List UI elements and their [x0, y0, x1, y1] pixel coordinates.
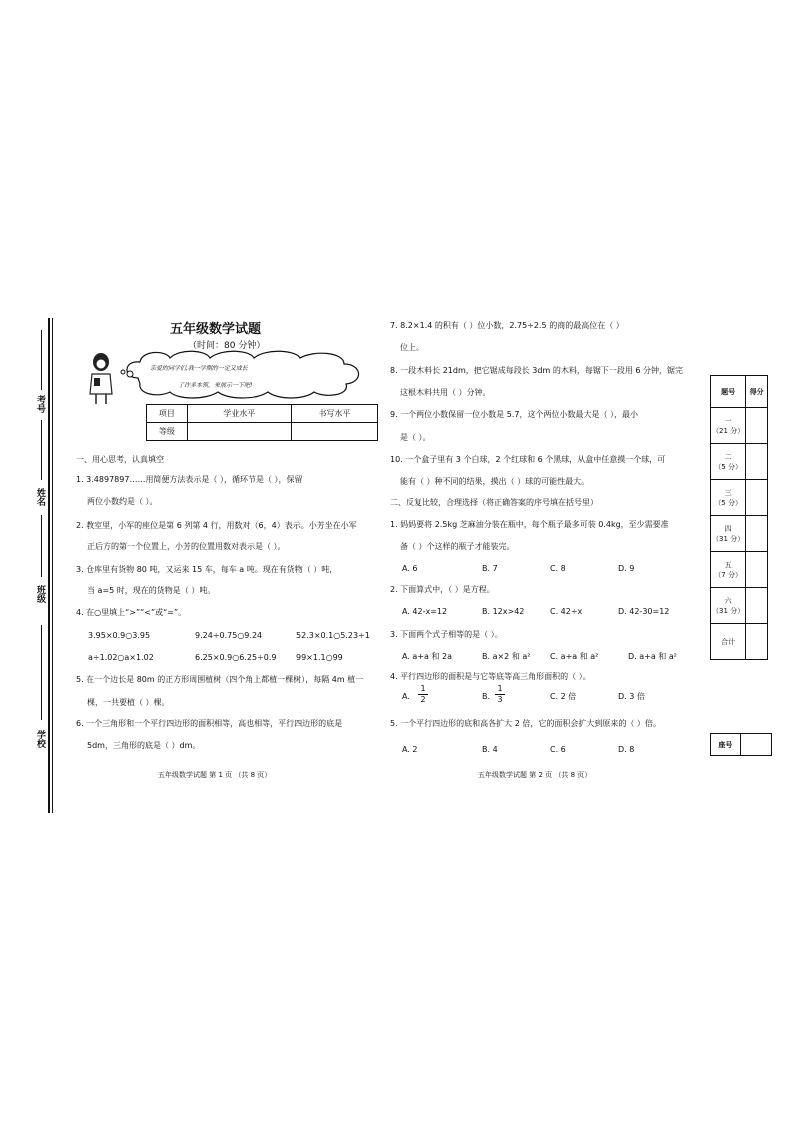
question-4-item: 6.25×0.9○6.25÷0.9	[195, 653, 277, 662]
page-1-footer: 五年级数学试题 第 1 页 （共 8 页）	[158, 771, 272, 779]
score-row-num: 四	[724, 524, 732, 533]
eval-academic-cell[interactable]	[187, 423, 291, 441]
choice-5: 5. 一个平行四边形的底和高各扩大 2 倍，它的面积会扩大到原来的（ ）倍。	[390, 719, 661, 728]
choice-1-option: B. 7	[482, 564, 498, 573]
seat-input[interactable]	[740, 734, 771, 756]
question-3-line-1: 3. 仓库里有货物 80 吨，又运来 15 车，每车 a 吨。现在有货物（ ）吨，	[76, 565, 338, 574]
question-8-line-2: 这根木料共用（ ）分钟。	[400, 388, 491, 397]
seat-table	[710, 733, 772, 756]
exam-number-label: 考号	[35, 395, 45, 413]
choice-1-line-1: 1. 妈妈要将 2.5kg 芝麻油分装在瓶中，每个瓶子最多可装 0.4kg，至少需要准	[390, 520, 669, 529]
score-cell-3[interactable]	[746, 480, 768, 516]
question-5-line-2: 棵，一共要植（ ）棵。	[87, 698, 170, 707]
score-cell-1[interactable]	[746, 408, 768, 444]
score-cell-6[interactable]	[746, 588, 768, 624]
score-row-points: （7 分）	[714, 570, 742, 579]
choice-5-option: B. 4	[482, 745, 498, 754]
choice-3-option: C. a+a 和 a²	[550, 652, 599, 661]
eval-header-academic: 学业水平	[187, 405, 291, 423]
score-total-label: 合计	[711, 624, 746, 660]
score-row-4	[711, 516, 746, 552]
speech-cloud	[118, 348, 368, 400]
question-6-line-2: 5dm，三角形的底是（ ）dm。	[87, 741, 201, 750]
bubble-text-1: 亲爱的同学们,我一学期的一定又成长	[150, 365, 248, 372]
choice-1-option: D. 9	[618, 564, 635, 573]
name-label: 姓名	[35, 488, 45, 506]
score-row-num: 三	[724, 488, 732, 497]
question-8-line-1: 8. 一段木料长 21dm，把它锯成每段长 3dm 的木料，每锯下一段用 6 分钟，锯完	[390, 366, 683, 375]
score-cell-5[interactable]	[746, 552, 768, 588]
eval-header-item: 项目	[147, 405, 188, 423]
choice-3-option: D. a+a 和 a²	[628, 652, 677, 661]
eval-writing-cell[interactable]	[291, 423, 377, 441]
score-row-points: （31 分）	[712, 606, 745, 615]
score-cell-2[interactable]	[746, 444, 768, 480]
score-row-num: 五	[724, 560, 732, 569]
question-4-item: 99×1.1○99	[296, 653, 343, 662]
question-1-line-1: 1. 3.4897897……用简便方法表示是（ ），循环节是（ ），保留	[76, 475, 303, 484]
choice-4-option-a: A.	[402, 692, 410, 701]
choice-5-option: A. 2	[402, 745, 418, 754]
score-header-points: 得分	[746, 376, 768, 408]
question-9-line-1: 9. 一个两位小数保留一位小数是 5.7，这个两位小数最大是（ ），最小	[390, 410, 638, 419]
score-row-2	[711, 444, 746, 480]
score-row-points: （5 分）	[714, 462, 742, 471]
fraction-a-numerator: 1	[420, 684, 426, 693]
score-row-1	[711, 408, 746, 444]
score-header-question: 题号	[711, 376, 746, 408]
choice-5-option: C. 6	[550, 745, 566, 754]
class-label: 班级	[35, 585, 45, 603]
school-underline	[41, 625, 42, 720]
question-7-line-1: 7. 8.2×1.4 的积有（ ）位小数，2.75÷2.5 的商的最高位在（ ）	[390, 321, 624, 330]
score-row-points: （5 分）	[714, 498, 742, 507]
choice-4-option-d: D. 3 倍	[618, 692, 645, 701]
question-4-item: 9.24÷0.75○9.24	[195, 631, 263, 640]
score-table	[710, 375, 768, 660]
score-row-5	[711, 552, 746, 588]
score-row-6	[711, 588, 746, 624]
exam-title: 五年级数学试题	[170, 322, 262, 337]
choice-1-option: C. 8	[550, 564, 566, 573]
choice-4: 4. 平行四边形的面积是与它等底等高三角形面积的（ ）。	[390, 672, 591, 681]
school-label: 学校	[35, 730, 45, 748]
score-row-points: （31 分）	[712, 534, 745, 543]
section1-title: 一、用心思考，认真填空	[76, 455, 164, 464]
score-row-num: 六	[724, 596, 732, 605]
score-row-num: 一	[724, 416, 732, 425]
question-4-item: a÷1.02○a×1.02	[88, 653, 154, 662]
choice-2-option: C. 42÷x	[550, 607, 583, 616]
page-2-footer: 五年级数学试题 第 2 页 （共 8 页）	[478, 771, 592, 779]
exam-time: （时间：80 分钟）	[188, 341, 266, 351]
choice-2-option: B. 12x>42	[482, 607, 525, 616]
score-row-num: 二	[724, 452, 732, 461]
choice-3-option: B. a×2 和 a²	[482, 652, 531, 661]
name-underline	[41, 420, 42, 480]
choice-2-option: A. 42-x=12	[402, 607, 448, 616]
fraction-a-denominator: 2	[420, 695, 426, 704]
question-3-line-2: 当 a=5 时，现在的货物是（ ）吨。	[87, 586, 216, 595]
section2-title: 二、反复比较，合理选择（将正确答案的序号填在括号里）	[390, 498, 598, 507]
choice-1-line-2: 备（ ）个这样的瓶子才能装完。	[400, 542, 515, 551]
eval-header-writing: 书写水平	[291, 405, 377, 423]
choice-3-option: A. a+a 和 2a	[402, 652, 453, 661]
question-2-line-2: 正后方的第一个位置上，小芳的位置用数对表示是（ ）。	[87, 542, 286, 551]
score-row-points: （21 分）	[712, 426, 745, 435]
class-underline	[41, 515, 42, 577]
choice-4-fraction-b	[495, 684, 505, 705]
choice-4-fraction-a	[418, 684, 428, 705]
score-total-cell[interactable]	[746, 624, 768, 660]
choice-3: 3. 下面两个式子相等的是（ ）。	[390, 630, 503, 639]
question-5-line-1: 5. 在一个边长是 80m 的正方形周围植树（四个角上都植一棵树），每隔 4m 植一	[76, 675, 364, 684]
exam-number-underline	[41, 330, 42, 390]
question-10-line-2: 能有（ ）种不同的结果，摸出（ ）球的可能性最大。	[400, 477, 590, 486]
choice-4-option-c: C. 2 倍	[550, 692, 577, 701]
choice-2-option: D. 42-30=12	[618, 607, 670, 616]
bubble-text-2: 了许多本领，来展示一下吧!	[178, 382, 253, 389]
eval-row-grade: 等级	[147, 423, 188, 441]
evaluation-table	[146, 404, 378, 441]
question-9-line-2: 是（ ）。	[400, 433, 431, 442]
choice-2: 2. 下面算式中，（ ）是方程。	[390, 585, 495, 594]
score-row-3	[711, 480, 746, 516]
question-4-item: 52.3×0.1○5.23÷1	[296, 631, 370, 640]
question-7-line-2: 位上。	[400, 343, 424, 352]
student-figure-icon	[84, 352, 118, 406]
choice-1-option: A. 6	[402, 564, 418, 573]
question-4-item: 3.95×0.9○3.95	[88, 631, 151, 640]
question-10-line-1: 10. 一个盒子里有 3 个白球，2 个红球和 6 个黑球，从盒中任意摸一个球，可	[390, 455, 666, 464]
choice-5-option: D. 8	[618, 745, 635, 754]
question-6-line-1: 6. 一个三角形和一个平行四边形的面积相等，高也相等，平行四边形的底是	[76, 719, 343, 728]
binding-line-inner	[52, 318, 53, 813]
score-cell-4[interactable]	[746, 516, 768, 552]
binding-line-outer	[48, 318, 50, 813]
question-1-line-2: 两位小数约是（ ）。	[87, 497, 158, 506]
choice-4-option-b: B.	[482, 692, 491, 701]
fraction-b-numerator: 1	[497, 684, 503, 693]
question-4: 4. 在○里填上“>”“<”或“=”。	[76, 608, 187, 617]
fraction-b-denominator: 3	[497, 695, 503, 704]
question-2-line-1: 2. 教室里，小军的座位是第 6 列第 4 行，用数对（6，4）表示。小芳坐在小军	[76, 521, 357, 530]
seat-label: 座号	[711, 734, 741, 756]
